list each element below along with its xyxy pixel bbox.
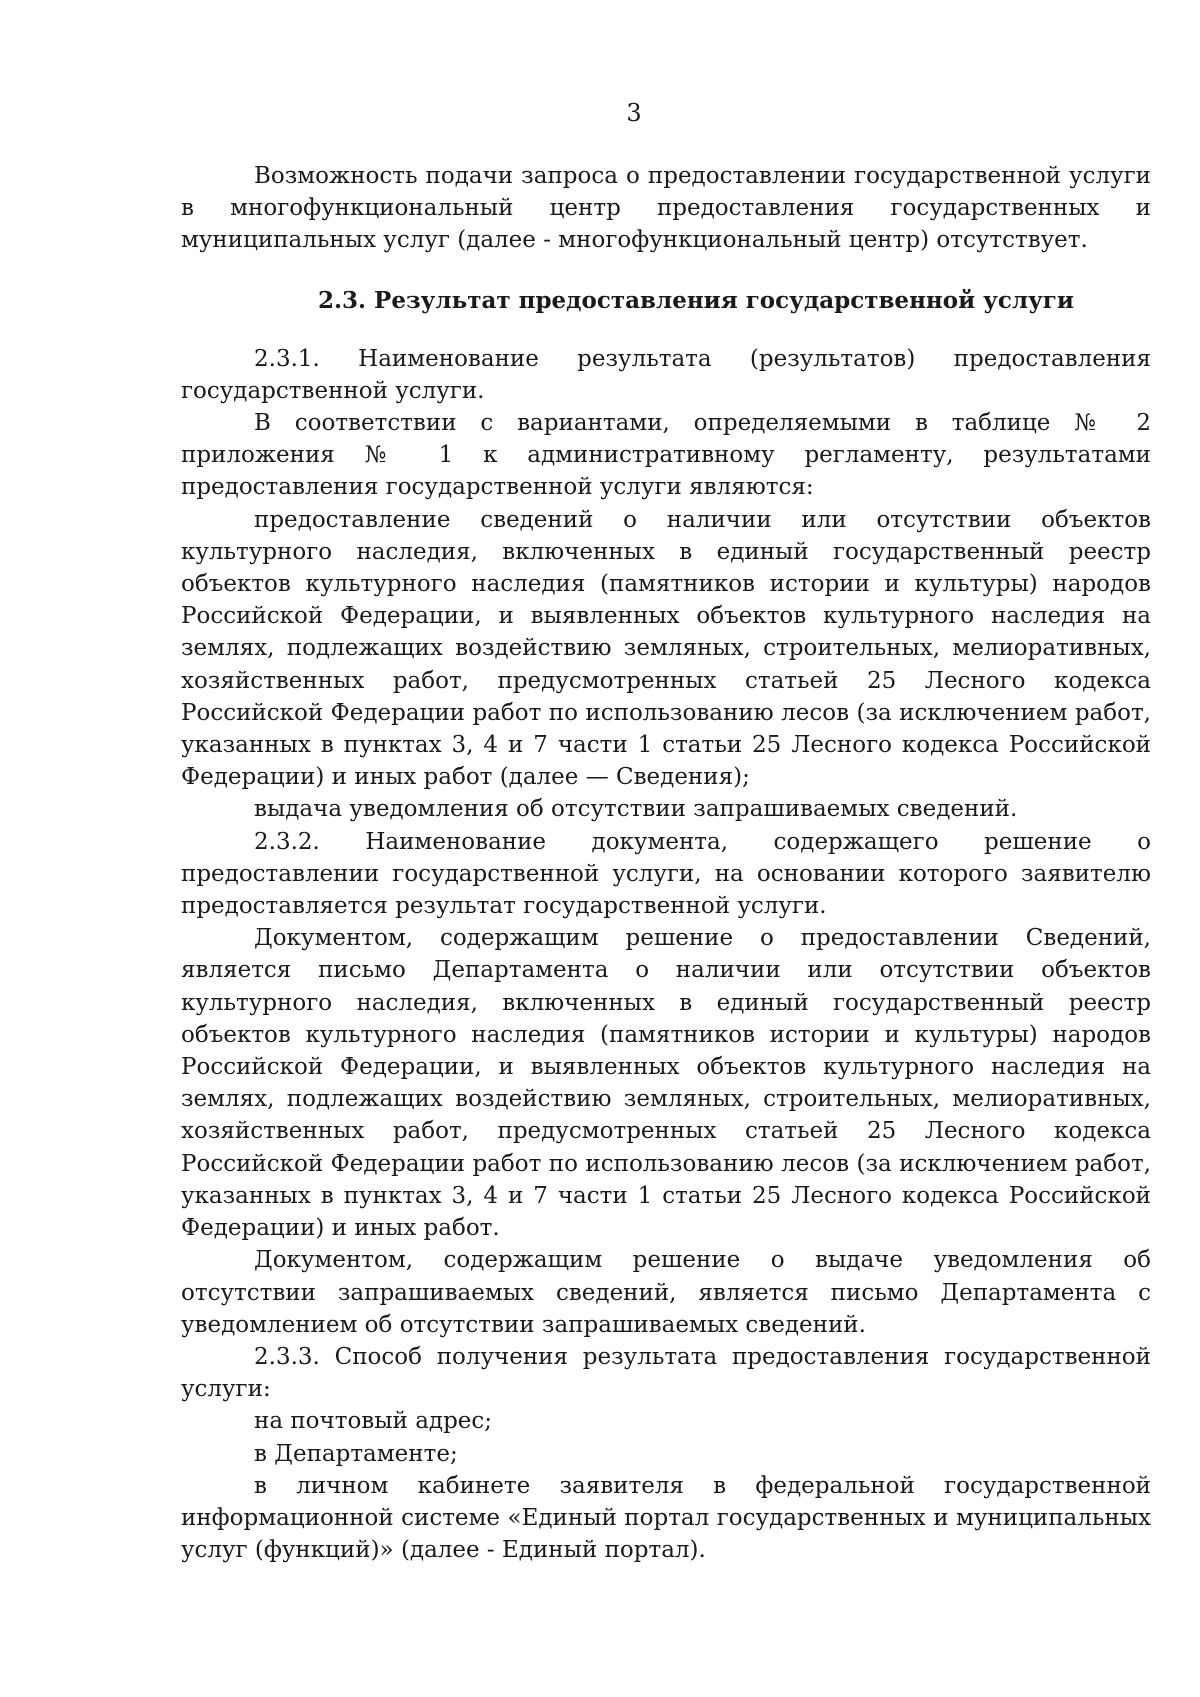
paragraph-2-3-2: 2.3.2. Наименование документа, содержащего решение о предоставлении государственной услуги, на основании которого заявителю предоставляется результат государственной услуги. — [181, 828, 1151, 920]
section-heading-2-3: 2.3. Результат предоставления государственной услуги — [318, 286, 1074, 314]
list-item-personal-account: в личном кабинете заявителя в федеральной государственной информационной системе «Единый портал государственных и муниципальных услуг (функций)» (далее - Единый портал). — [181, 1472, 1151, 1564]
paragraph-results-intro: В соответствии с вариантами, определяемыми в таблице № 2 приложения № 1 к административному регламенту, результатами предоставления государственной услуги являются: — [181, 410, 1151, 501]
paragraph-result-info-provision: предоставление сведений о наличии или отсутствии объектов культурного наследия, включенных в единый государственный реестр объектов культурного наследия (памятников истории и культуры) народов Российской Федерации, и выявленных объектов культурного наследия на землях, подлежащих воздействию земляных, строительных, мелиоративных, хозяйственных работ, предусмотренных статьей 25 Лесного кодекса Российской Федерации работ по использованию лесов (за исключением работ, указанных в пунктах 3, 4 и 7 части 1 статьи 25 Лесного кодекса Российской Федерации) и иных работ (далее — Сведения); — [181, 506, 1151, 791]
paragraph-2-3-3: 2.3.3. Способ получения результата предоставления государственной услуги: — [181, 1343, 1151, 1403]
paragraph-document-notice: Документом, содержащим решение о выдаче уведомления об отсутствии запрашиваемых сведений, является письмо Департамента с уведомлением об отсутствии запрашиваемых сведений. — [181, 1247, 1151, 1338]
list-item-postal-address: на почтовый адрес; — [254, 1408, 493, 1435]
paragraph-document-info: Документом, содержащим решение о предоставлении Сведений, является письмо Департамента о наличии или отсутствии объектов культурного наследия, включенных в единый государственный реестр объектов культурного наследия (памятников истории и культуры) народов Российской Федерации, и выявленных объектов культурного наследия на землях, подлежащих воздействию земляных, строительных, мелиоративных, хозяйственных работ, предусмотренных статьей 25 Лесного кодекса Российской Федерации работ по использованию лесов (за исключением работ, указанных в пунктах 3, 4 и 7 части 1 статьи 25 Лесного кодекса Российской Федерации) и иных работ. — [181, 925, 1151, 1242]
page-number: 3 — [626, 99, 642, 127]
paragraph-mfc-availability: Возможность подачи запроса о предоставлении государственной услуги в многофункциональный центр предоставления государственных и муниципальных услуг (далее - многофункциональный центр) отсутствует. — [181, 163, 1151, 254]
list-item-department: в Департаменте; — [254, 1440, 458, 1467]
document-body — [181, 160, 1151, 1566]
paragraph-2-3-1: 2.3.1. Наименование результата (результатов) предоставления государственной услуги. — [181, 345, 1151, 404]
paragraph-result-notice: выдача уведомления об отсутствии запрашиваемых сведений. — [254, 796, 1018, 823]
